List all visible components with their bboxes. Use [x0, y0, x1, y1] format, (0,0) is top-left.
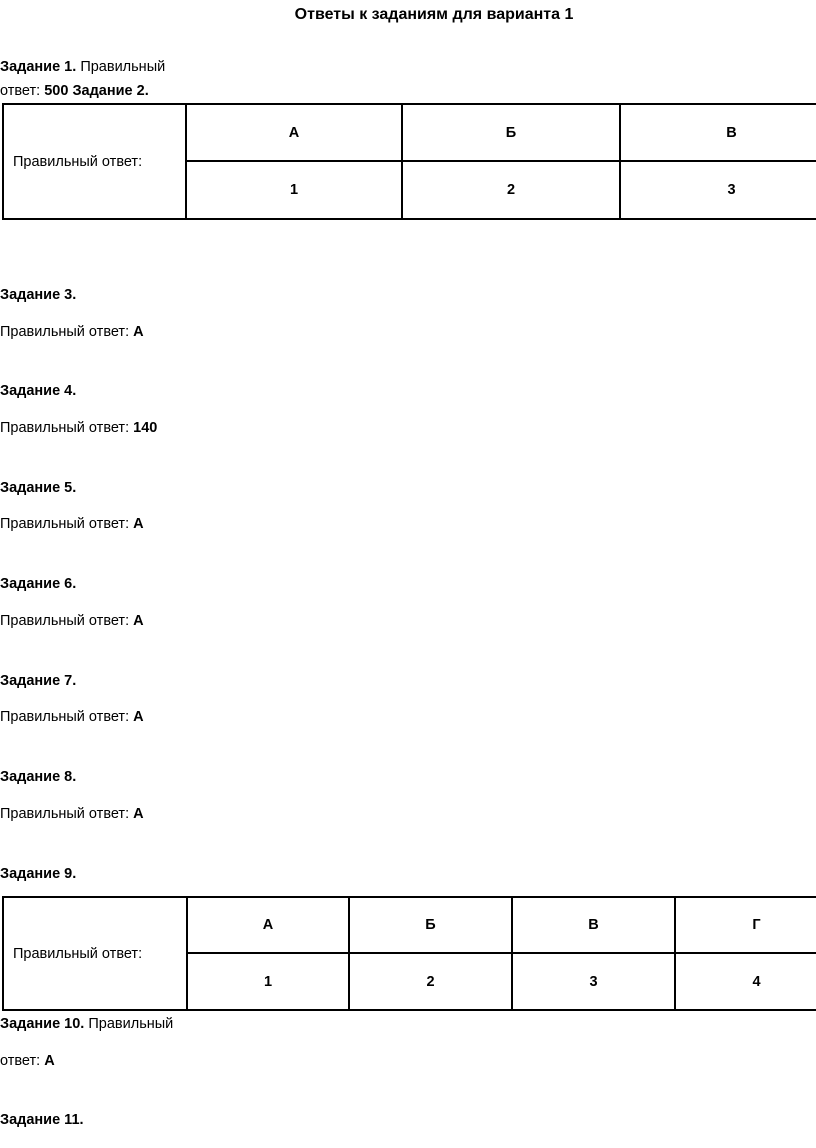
table-value-cell: 3: [512, 953, 675, 1010]
table-value-cell: 1: [187, 953, 349, 1010]
task-5-answer: А: [133, 516, 144, 532]
table-row: [3, 897, 816, 953]
task-1-answer-line: [0, 84, 149, 99]
table-header-cell: А: [186, 104, 402, 161]
task-1-answer-prefix: ответ:: [0, 83, 41, 99]
task-2-label: Задание 2.: [72, 83, 149, 99]
table-label: Правильный ответ:: [3, 897, 187, 1010]
task-10-answer-line: [0, 1054, 55, 1069]
task-7-label: Задание 7.: [0, 673, 77, 689]
task-10-answer-prefix: ответ:: [0, 1053, 41, 1069]
table-value-cell: 2: [402, 161, 620, 219]
task-3-answer: А: [133, 324, 144, 340]
table-value-cell: 4: [675, 953, 816, 1010]
task-8-answer-line: [0, 807, 144, 822]
task-8-answer: А: [133, 806, 144, 822]
task-8-label: Задание 8.: [0, 769, 77, 785]
task-3-label: Задание 3.: [0, 287, 77, 303]
task-11-label: Задание 11.: [0, 1112, 84, 1128]
task-4-answer: 140: [133, 420, 158, 436]
task-6-answer-line: [0, 614, 144, 629]
table-value-cell: 2: [349, 953, 512, 1010]
task-1-text: Правильный: [80, 59, 166, 75]
task-4-label: Задание 4.: [0, 383, 77, 399]
answer-prefix: Правильный ответ:: [0, 324, 130, 340]
task-10-text: Правильный: [88, 1016, 174, 1032]
task-2-table: [2, 103, 816, 220]
task-1-label: Задание 1.: [0, 59, 77, 75]
answer-prefix: Правильный ответ:: [0, 613, 130, 629]
task-3-answer-line: [0, 325, 144, 340]
table-header-cell: В: [512, 897, 675, 953]
table-header-cell: А: [187, 897, 349, 953]
table-value-cell: 1: [186, 161, 402, 219]
answer-prefix: Правильный ответ:: [0, 806, 130, 822]
page-title: Ответы к заданиям для варианта 1: [294, 6, 574, 23]
task-10-line: [0, 1017, 173, 1032]
task-6-label: Задание 6.: [0, 576, 77, 592]
answer-prefix: Правильный ответ:: [0, 516, 130, 532]
table-header-cell: В: [620, 104, 816, 161]
task-9-label: Задание 9.: [0, 866, 77, 882]
task-1-line: [0, 60, 165, 75]
table-value-cell: 3: [620, 161, 816, 219]
table-header-cell: Г: [675, 897, 816, 953]
task-10-answer: А: [44, 1053, 55, 1069]
task-4-answer-line: [0, 421, 157, 436]
task-9-table: [2, 896, 816, 1011]
task-5-answer-line: [0, 517, 144, 532]
answer-prefix: Правильный ответ:: [0, 420, 130, 436]
table-label: Правильный ответ:: [3, 104, 186, 219]
task-7-answer: А: [133, 709, 144, 725]
task-7-answer-line: [0, 710, 144, 725]
task-10-label: Задание 10.: [0, 1016, 85, 1032]
table-row: [3, 104, 816, 161]
task-1-answer: 500: [44, 83, 69, 99]
answer-prefix: Правильный ответ:: [0, 709, 130, 725]
table-header-cell: Б: [349, 897, 512, 953]
task-5-label: Задание 5.: [0, 480, 77, 496]
task-6-answer: А: [133, 613, 144, 629]
table-header-cell: Б: [402, 104, 620, 161]
